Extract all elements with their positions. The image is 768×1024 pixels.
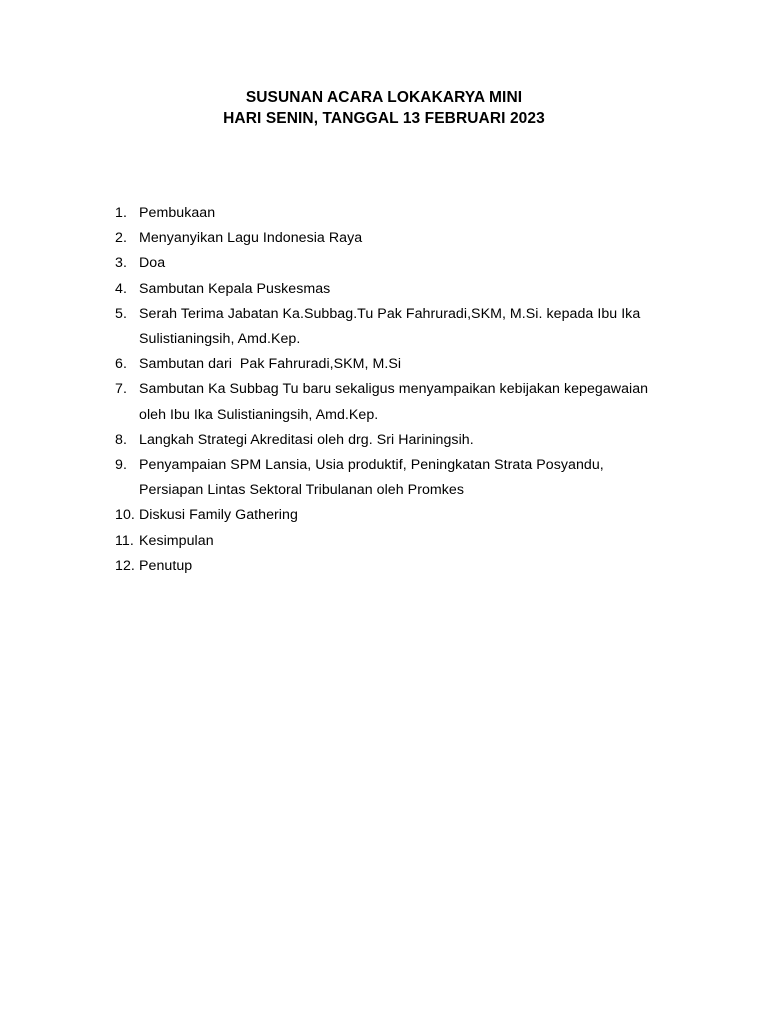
agenda-item-text: Penutup <box>139 557 193 574</box>
agenda-item-text: Penyampaian SPM Lansia, Usia produktif, Peningkatan Strata Posyandu, Persiapan Lintas Sektoral Tribulanan oleh Promkes <box>139 457 608 499</box>
agenda-item-number: 11. <box>115 532 134 549</box>
agenda-item <box>0 251 768 276</box>
agenda-item-number: 2. <box>115 230 127 247</box>
agenda-item <box>0 302 768 352</box>
agenda-item-number: 9. <box>115 457 127 474</box>
agenda-item-text: Serah Terima Jabatan Ka.Subbag.Tu Pak Fahruradi,SKM, M.Si. kepada Ibu Ika Sulistianingsih, Amd.Kep. <box>139 305 645 348</box>
agenda-item-text: Langkah Strategi Akreditasi oleh drg. Sri Hariningsih. <box>139 431 474 448</box>
agenda-item-text: Pembukaan <box>139 205 216 221</box>
agenda-item-text: Sambutan dari Pak Fahruradi,SKM, M.Si <box>139 356 402 373</box>
agenda-item-number: 4. <box>115 280 127 297</box>
agenda-item <box>0 529 768 554</box>
agenda-item-number: 8. <box>115 431 127 448</box>
agenda-item-text: Sambutan Kepala Puskesmas <box>139 280 331 297</box>
agenda-item-text: Kesimpulan <box>139 532 214 549</box>
agenda-item <box>0 503 768 528</box>
agenda-item-number: 7. <box>115 381 127 398</box>
agenda-item <box>0 352 768 377</box>
agenda-item <box>0 428 768 453</box>
title-line-1: SUSUNAN ACARA LOKAKARYA MINI <box>245 89 523 106</box>
agenda-item-text: Menyanyikan Lagu Indonesia Raya <box>139 230 363 247</box>
agenda-item-number: 6. <box>115 356 127 373</box>
agenda-list <box>0 201 768 579</box>
agenda-item <box>0 277 768 302</box>
agenda-item <box>0 201 768 226</box>
agenda-item <box>0 377 768 427</box>
agenda-item-text: Doa <box>139 255 166 272</box>
agenda-item-number: 1. <box>115 205 127 221</box>
title-line-2: HARI SENIN, TANGGAL 13 FEBRUARI 2023 <box>223 110 545 127</box>
agenda-item-text: Sambutan Ka Subbag Tu baru sekaligus menyampaikan kebijakan kepegawaian oleh Ibu Ika Sulistianingsih, Amd.Kep. <box>139 381 653 423</box>
document-title <box>0 87 768 129</box>
agenda-item-number: 5. <box>115 305 127 322</box>
agenda-item-number: 3. <box>115 255 127 272</box>
agenda-item-number: 10. <box>115 507 135 524</box>
agenda-item-text: Diskusi Family Gathering <box>139 507 298 524</box>
agenda-item <box>0 453 768 503</box>
agenda-item-number: 12. <box>115 557 135 574</box>
agenda-item <box>0 554 768 579</box>
agenda-item <box>0 226 768 251</box>
